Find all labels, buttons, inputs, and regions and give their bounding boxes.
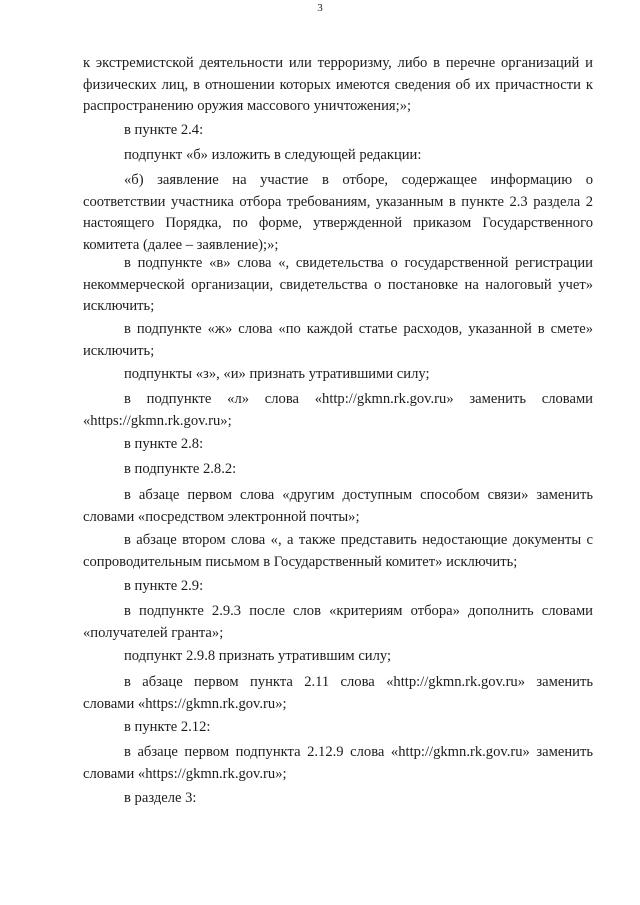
- paragraph-subitem-v: в подпункте «в» слова «, свидетельства о государственной регистрации некоммерческой организации, свидетельства о постановке на налоговый учет» исключить;: [83, 255, 593, 314]
- paragraph-item-2-12: в пункте 2.12:: [124, 719, 211, 735]
- paragraph-item-2-8: в пункте 2.8:: [124, 436, 204, 452]
- paragraph-subitem-2-8-2: в подпункте 2.8.2:: [124, 461, 237, 477]
- paragraph-subitem-b-intro: подпункт «б» изложить в следующей редакции:: [124, 147, 422, 163]
- paragraph-first-para: в абзаце первом слова «другим доступным способом связи» заменить словами «посредством электронной почты»;: [83, 487, 593, 525]
- paragraph-subitem-b-text: «б) заявление на участие в отборе, содержащее информацию о соответствии участника отбора требованиям, указанным в пункте 2.3 раздела 2 настоящего Порядка, по форме, утвержденной приказом Государственного комитета (далее – заявление);»;: [83, 172, 593, 253]
- paragraph-continuation: к экстремистской деятельности или терроризму, либо в перечне организаций и физических лиц, в отношении которых имеются сведения об их причастности к распространению оружия массового уничтожения;»;: [83, 55, 593, 114]
- paragraph-subitem-zh: в подпункте «ж» слова «по каждой статье расходов, указанной в смете» исключить;: [83, 321, 593, 359]
- paragraph-item-2-4: в пункте 2.4:: [124, 122, 204, 138]
- paragraph-item-2-11: в абзаце первом пункта 2.11 слова «http://gkmn.rk.gov.ru» заменить словами «https://gkmn.rk.gov.ru»;: [83, 674, 593, 712]
- paragraph-subitem-2-12-9: в абзаце первом подпункта 2.12.9 слова «http://gkmn.rk.gov.ru» заменить словами «https://gkmn.rk.gov.ru»;: [83, 744, 593, 782]
- page-number: 3: [317, 2, 323, 14]
- paragraph-second-para: в абзаце втором слова «, а также представить недостающие документы с сопроводительным письмом в Государственный комитет» исключить;: [83, 532, 593, 570]
- paragraph-subitems-z-i: подпункты «з», «и» признать утратившими силу;: [124, 366, 430, 382]
- paragraph-section-3: в разделе 3:: [124, 790, 197, 806]
- paragraph-subitem-l: в подпункте «л» слова «http://gkmn.rk.gov.ru» заменить словами «https://gkmn.rk.gov.ru»;: [83, 391, 593, 429]
- paragraph-subitem-2-9-3: в подпункте 2.9.3 после слов «критериям отбора» дополнить словами «получателей гранта»;: [83, 603, 593, 641]
- paragraph-subitem-2-9-8: подпункт 2.9.8 признать утратившим силу;: [124, 648, 392, 664]
- paragraph-item-2-9: в пункте 2.9:: [124, 578, 204, 594]
